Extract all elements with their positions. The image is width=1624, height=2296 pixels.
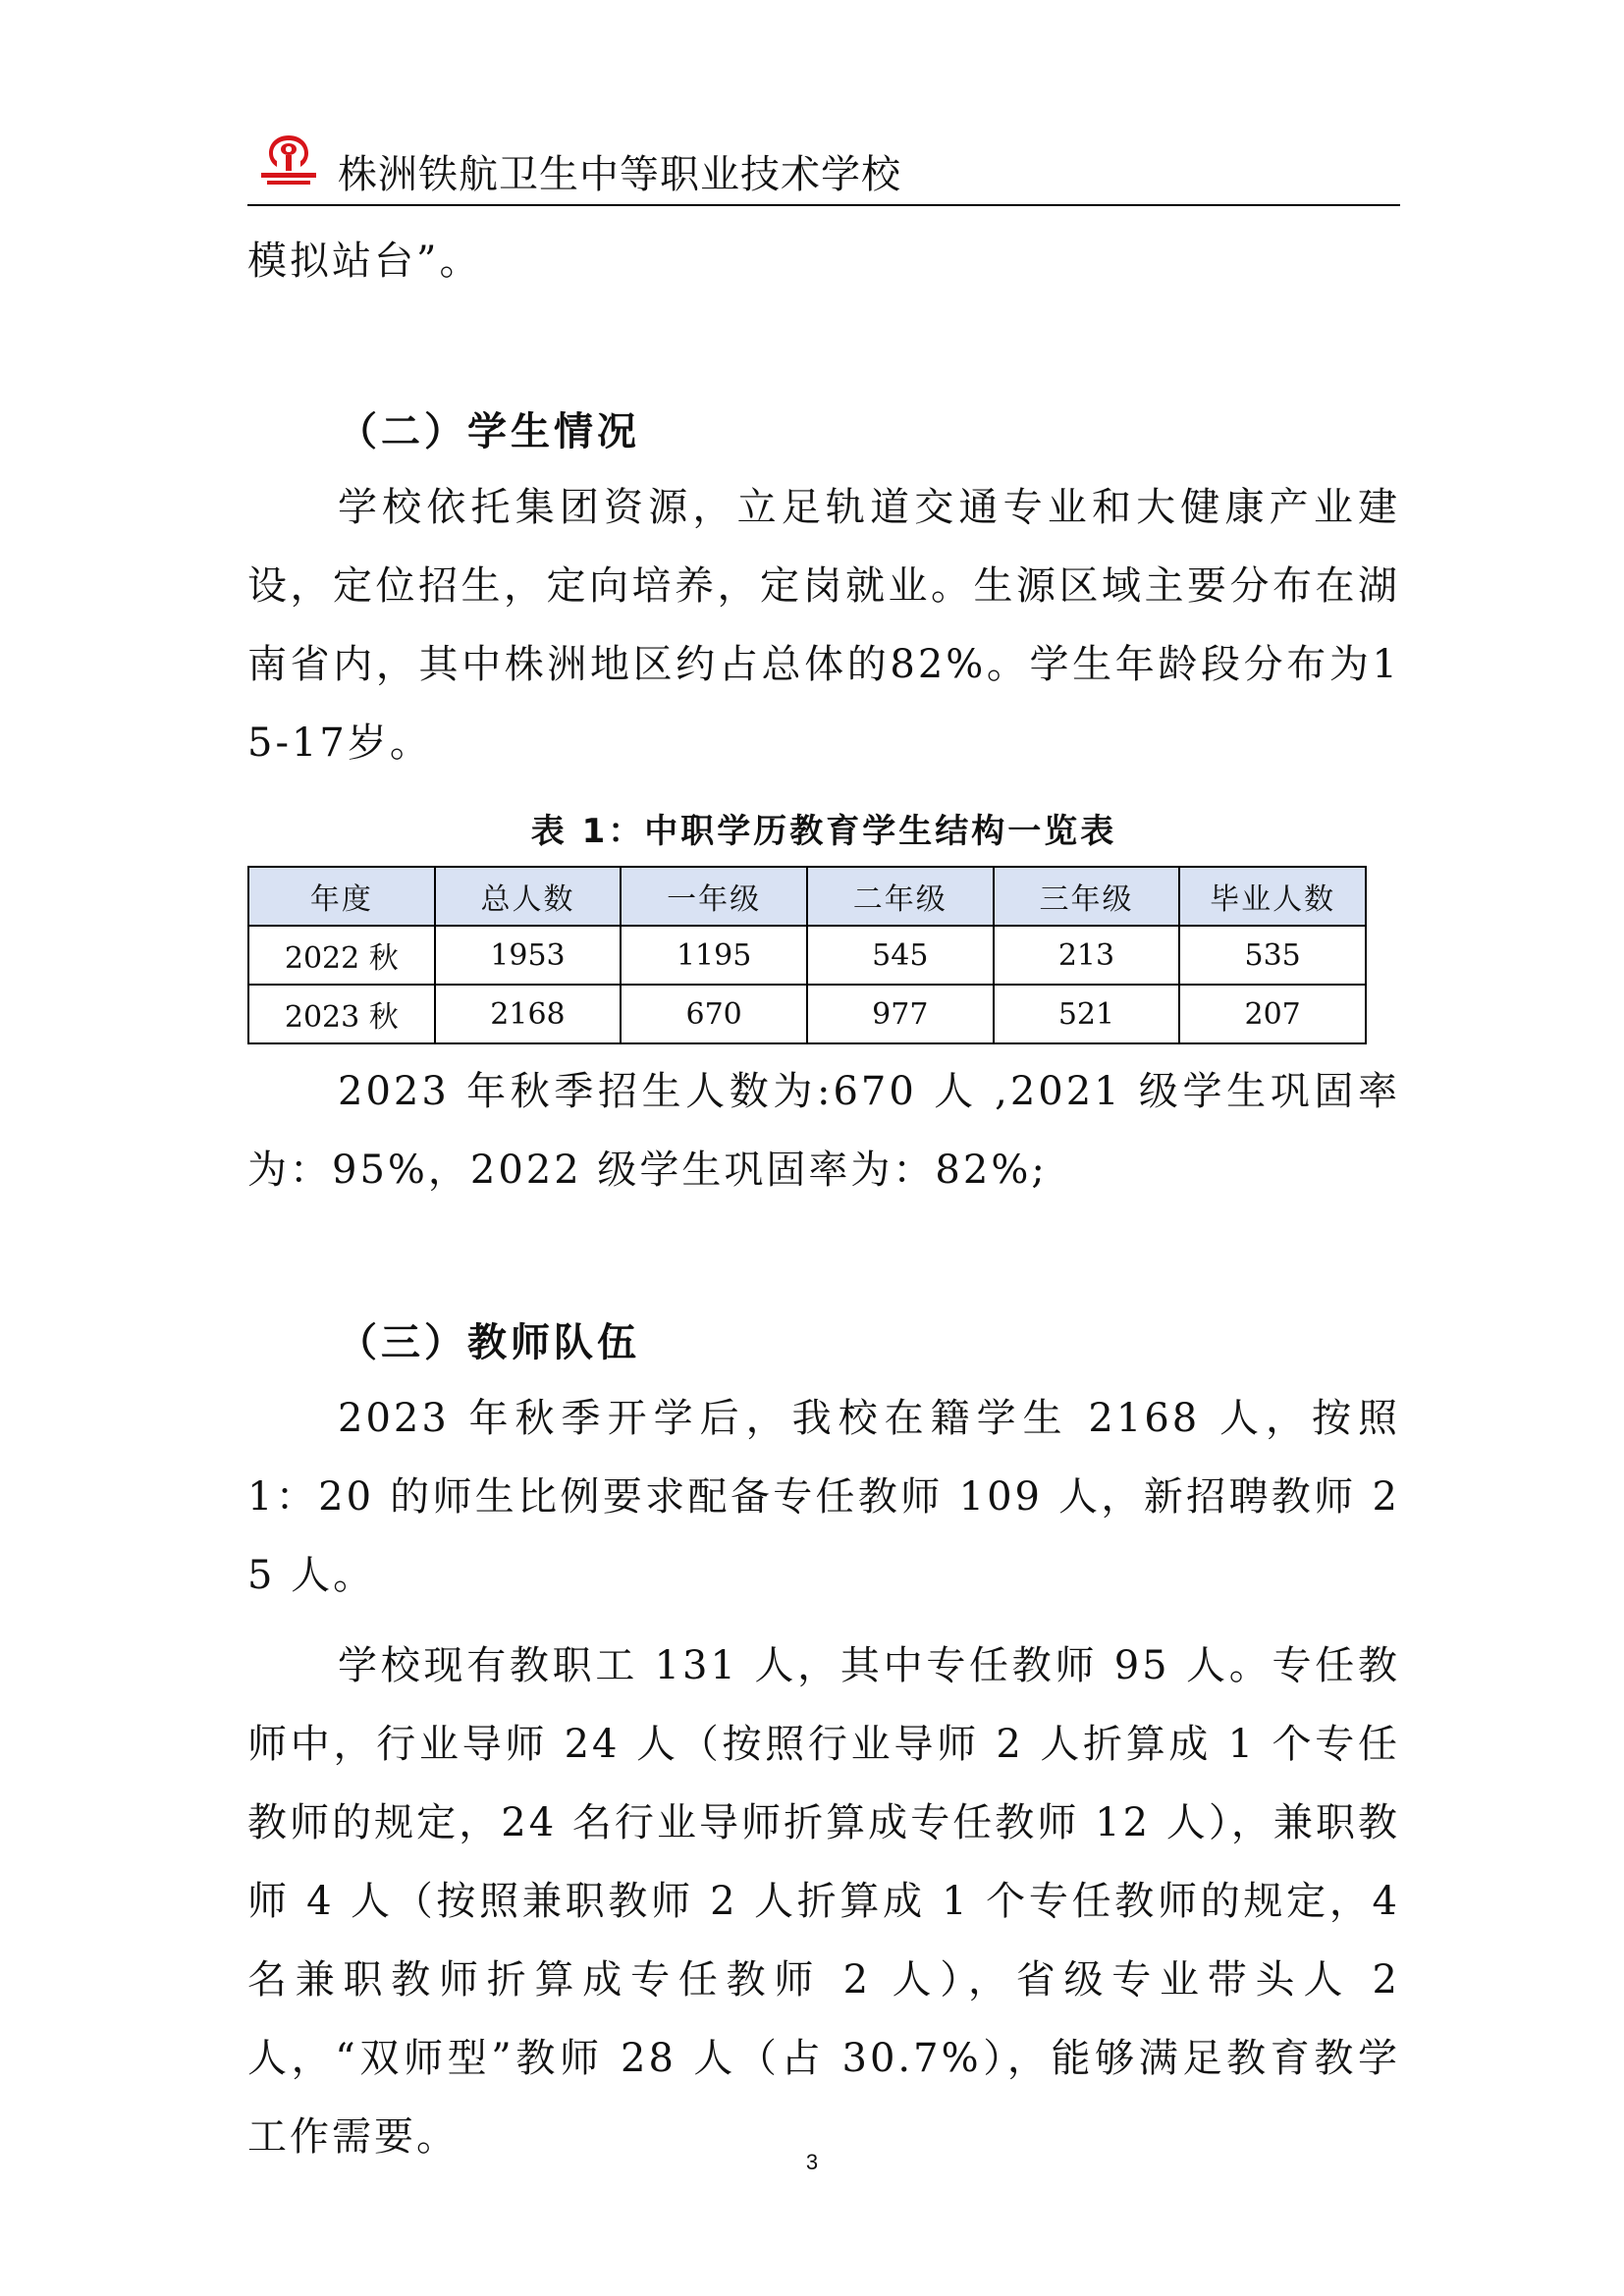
page-number: 3 [805, 2150, 819, 2174]
table-cell: 2022 秋 [248, 926, 435, 985]
enrollment-paragraph: 2023 年秋季招生人数为:670 人 ,2021 级学生巩固率为：95%，2022 级学生巩固率为：82%; [247, 1069, 1400, 1193]
table-header-cell: 总人数 [435, 867, 622, 926]
table-cell: 535 [1179, 926, 1366, 985]
table-cell: 1953 [435, 926, 622, 985]
table-cell: 2023 秋 [248, 985, 435, 1043]
table-row [248, 985, 1366, 1043]
section-title-teachers: （三）教师队伍 [338, 1320, 640, 1365]
table-cell: 977 [807, 985, 994, 1043]
table-row [248, 926, 1366, 985]
table-header-cell: 三年级 [994, 867, 1180, 926]
teachers-paragraph-1: 2023 年秋季开学后，我校在籍学生 2168 人，按照 1：20 的师生比例要求配备专任教师 109 人，新招聘教师 25 人。 [247, 1396, 1400, 1598]
table-cell: 670 [621, 985, 807, 1043]
teachers-paragraph-2: 学校现有教职工 131 人，其中专任教师 95 人。专任教师中，行业导师 24 人（按照行业导师 2 人折算成 1 个专任教师的规定，24 名行业导师折算成专任教师 12 人），兼职教师 4 人（按照兼职教师 2 人折算成 1 个专任教师的规定，4 名兼职教师折算成专任教师 2 人），省级专业带头人 2 人，“双师型”教师 28 人（占 30.7%），能够满足教育教学工作需要。 [247, 1643, 1400, 2160]
table-header-cell: 二年级 [807, 867, 994, 926]
table-cell: 2168 [435, 985, 622, 1043]
table-cell: 1195 [621, 926, 807, 985]
section-title-students: （二）学生情况 [338, 409, 640, 454]
table-cell: 213 [994, 926, 1180, 985]
school-name: 株洲铁航卫生中等职业技术学校 [338, 152, 901, 197]
table-cell: 521 [994, 985, 1180, 1043]
table-header-cell: 年度 [248, 867, 435, 926]
table-header-cell: 一年级 [621, 867, 807, 926]
table-caption: 表 1：中职学历教育学生结构一览表 [530, 812, 1117, 851]
table-header-cell: 毕业人数 [1179, 867, 1366, 926]
table-cell: 207 [1179, 985, 1366, 1043]
table-cell: 545 [807, 926, 994, 985]
table-header-row [248, 867, 1366, 926]
students-paragraph: 学校依托集团资源，立足轨道交通专业和大健康产业建设，定位招生，定向培养，定岗就业。生源区域主要分布在湖南省内，其中株洲地区约占总体的82%。学生年龄段分布为15-17岁。 [247, 485, 1400, 766]
page-header [247, 126, 1400, 206]
student-structure-table [247, 866, 1367, 1044]
page-content [247, 222, 1400, 2176]
school-logo-icon [257, 132, 320, 187]
continuation-text: 模拟站台”。 [247, 239, 482, 284]
